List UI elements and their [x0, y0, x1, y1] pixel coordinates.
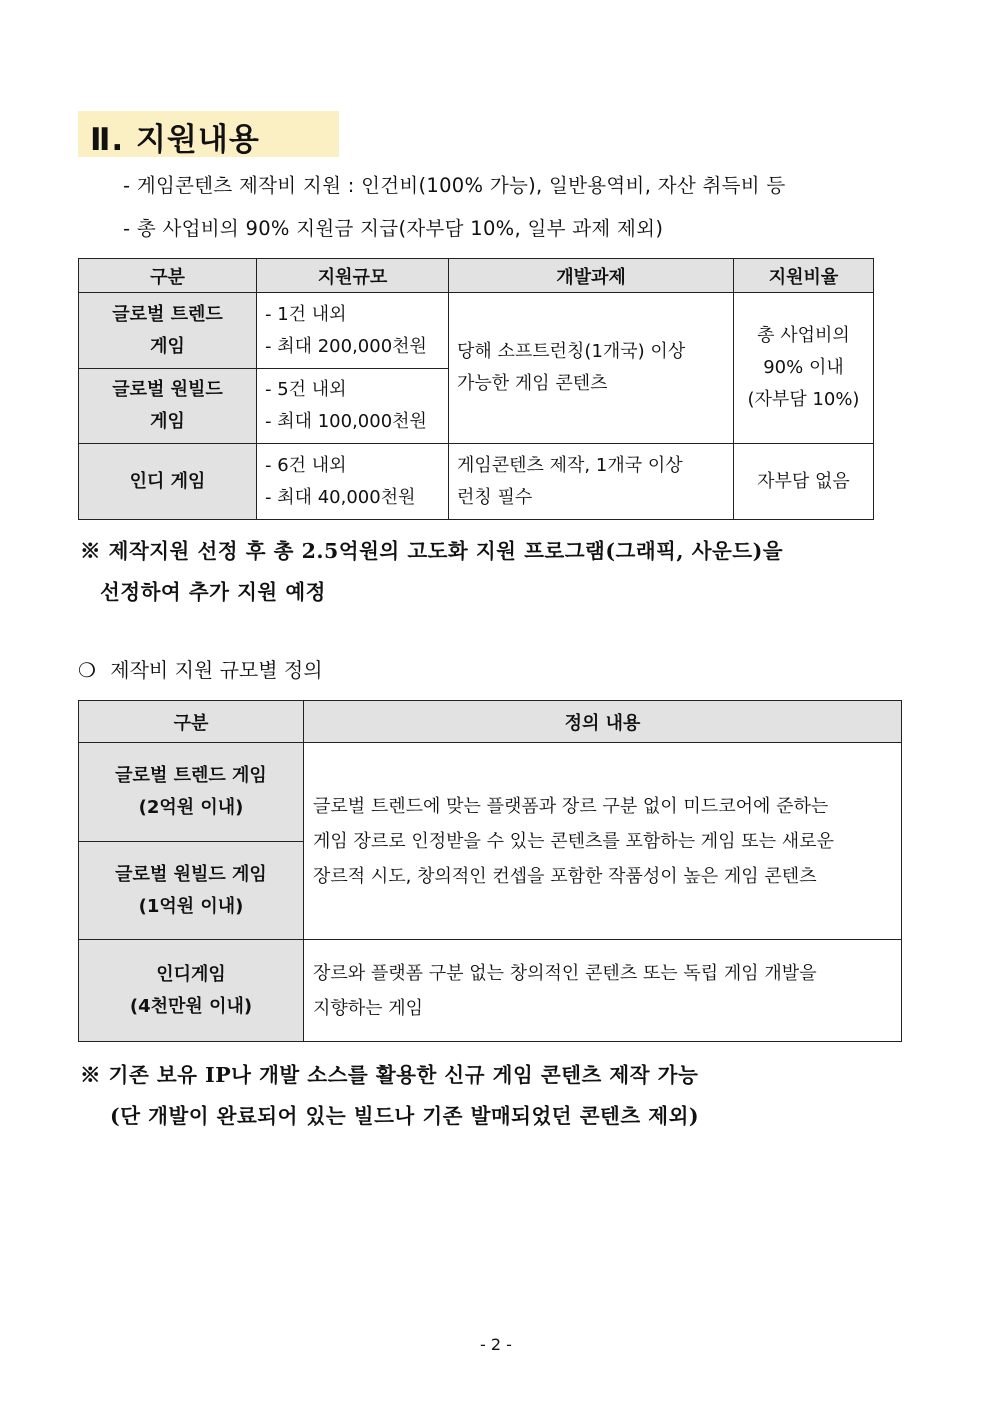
- category-cell: 글로벌 트렌드 게임 (2억원 이내): [79, 743, 304, 842]
- header-ratio: 지원비율: [734, 259, 874, 293]
- ratio-cell: 자부담 없음: [734, 444, 874, 520]
- category-cell: 인디 게임: [79, 444, 257, 520]
- bullet-item: - 총 사업비의 90% 지원금 지급(자부담 10%, 일부 과제 제외): [123, 217, 664, 240]
- scale-cell: - 1건 내외 - 최대 200,000천원: [257, 293, 449, 369]
- header-scale: 지원규모: [257, 259, 449, 293]
- ratio-cell: 총 사업비의 90% 이내 (자부담 10%): [734, 293, 874, 444]
- category-cell: 인디게임 (4천만원 이내): [79, 940, 304, 1042]
- definition-cell: 글로벌 트렌드에 맞는 플랫폼과 장르 구분 없이 미드코어에 준하는 게임 장르로 인정받을 수 있는 콘텐츠를 포함하는 게임 또는 새로운 장르적 시도, 창의적인 컨셉을 포함한 작품성이 높은 게임 콘텐츠: [304, 743, 902, 940]
- header-task: 개발과제: [449, 259, 734, 293]
- bullet-item: - 게임콘텐츠 제작비 지원 : 인건비(100% 가능), 일반용역비, 자산 취득비 등: [123, 174, 786, 197]
- note-line: ※ 제작지원 선정 후 총 2.5억원의 고도화 지원 프로그램(그래픽, 사운드)을: [80, 539, 784, 563]
- page-number: - 2 -: [480, 1335, 512, 1354]
- task-cell: 당해 소프트런칭(1개국) 이상 가능한 게임 콘텐츠: [449, 293, 734, 444]
- scale-cell: - 5건 내외 - 최대 100,000천원: [257, 369, 449, 444]
- subsection-title: 제작비 지원 규모별 정의: [110, 658, 323, 682]
- scale-cell: - 6건 내외 - 최대 40,000천원: [257, 444, 449, 520]
- category-cell: 글로벌 트렌드 게임: [79, 293, 257, 369]
- header-category: 구분: [79, 259, 257, 293]
- note-line: (단 개발이 완료되어 있는 빌드나 기존 발매되었던 콘텐츠 제외): [110, 1104, 700, 1128]
- circle-bullet-icon: ❍: [78, 658, 96, 682]
- header-category: 구분: [79, 701, 304, 743]
- subsection-heading: [78, 654, 323, 683]
- section-title: Ⅱ. 지원내용: [90, 122, 260, 158]
- header-definition: 정의 내용: [304, 701, 902, 743]
- category-cell: 글로벌 원빌드 게임 (1억원 이내): [79, 842, 304, 940]
- definition-cell: 장르와 플랫폼 구분 없는 창의적인 콘텐츠 또는 독립 게임 개발을 지향하는 게임: [304, 940, 902, 1042]
- definition-table: [78, 700, 902, 1042]
- note-line: 선정하여 추가 지원 예정: [100, 580, 326, 604]
- category-cell: 글로벌 원빌드 게임: [79, 369, 257, 444]
- support-table: [78, 258, 874, 520]
- task-cell: 게임콘텐츠 제작, 1개국 이상 런칭 필수: [449, 444, 734, 520]
- note-line: ※ 기존 보유 IP나 개발 소스를 활용한 신규 게임 콘텐츠 제작 가능: [80, 1063, 699, 1087]
